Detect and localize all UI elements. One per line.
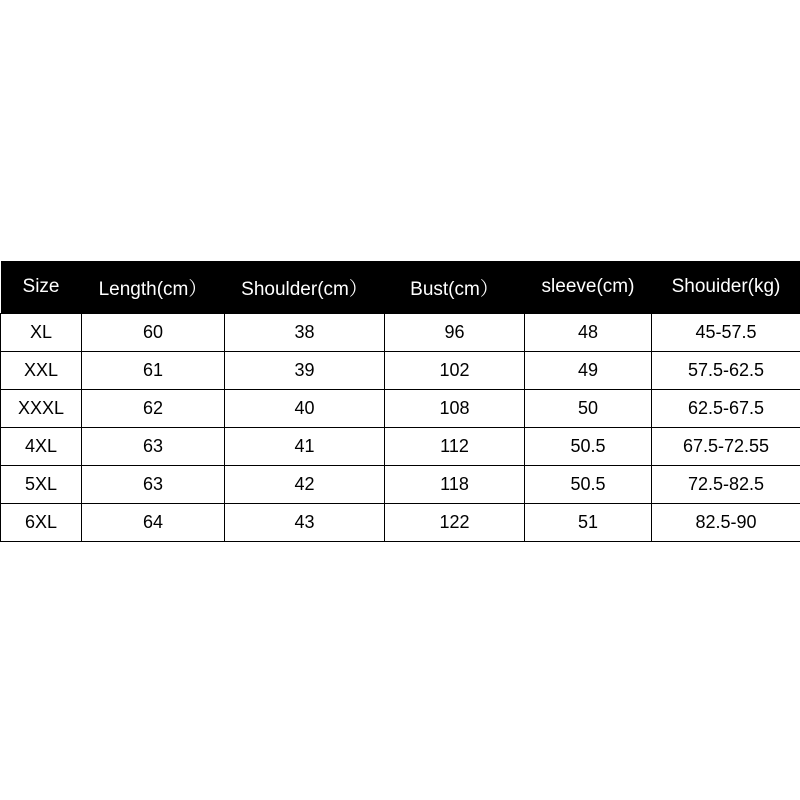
cell-shoulder: 43 xyxy=(225,504,385,542)
table-row xyxy=(1,466,800,504)
cell-sleeve: 50.5 xyxy=(525,466,652,504)
header-sleeve: sleeve(cm) xyxy=(525,261,652,314)
cell-length: 61 xyxy=(82,352,225,390)
header-shoulder: Shoulder(cm） xyxy=(225,261,385,314)
cell-weight: 82.5-90 xyxy=(652,504,800,542)
cell-size: XL xyxy=(1,314,82,352)
cell-shoulder: 38 xyxy=(225,314,385,352)
cell-weight: 67.5-72.55 xyxy=(652,428,800,466)
cell-bust: 122 xyxy=(385,504,525,542)
cell-shoulder: 40 xyxy=(225,390,385,428)
header-row xyxy=(1,261,800,314)
cell-size: XXXL xyxy=(1,390,82,428)
cell-size: 4XL xyxy=(1,428,82,466)
cell-length: 63 xyxy=(82,428,225,466)
cell-size: 6XL xyxy=(1,504,82,542)
cell-bust: 118 xyxy=(385,466,525,504)
cell-bust: 96 xyxy=(385,314,525,352)
table-row xyxy=(1,390,800,428)
cell-weight: 72.5-82.5 xyxy=(652,466,800,504)
size-chart-table xyxy=(0,261,800,542)
cell-size: 5XL xyxy=(1,466,82,504)
table-row xyxy=(1,314,800,352)
header-bust: Bust(cm） xyxy=(385,261,525,314)
cell-length: 62 xyxy=(82,390,225,428)
cell-shoulder: 39 xyxy=(225,352,385,390)
cell-size: XXL xyxy=(1,352,82,390)
cell-bust: 112 xyxy=(385,428,525,466)
table-row xyxy=(1,504,800,542)
table-row xyxy=(1,428,800,466)
cell-sleeve: 51 xyxy=(525,504,652,542)
header-length: Length(cm） xyxy=(82,261,225,314)
cell-bust: 102 xyxy=(385,352,525,390)
cell-length: 63 xyxy=(82,466,225,504)
cell-shoulder: 41 xyxy=(225,428,385,466)
cell-sleeve: 50 xyxy=(525,390,652,428)
header-weight: Shouider(kg) xyxy=(652,261,800,314)
cell-length: 60 xyxy=(82,314,225,352)
cell-weight: 45-57.5 xyxy=(652,314,800,352)
cell-weight: 62.5-67.5 xyxy=(652,390,800,428)
cell-bust: 108 xyxy=(385,390,525,428)
cell-shoulder: 42 xyxy=(225,466,385,504)
cell-sleeve: 50.5 xyxy=(525,428,652,466)
table-row xyxy=(1,352,800,390)
cell-sleeve: 49 xyxy=(525,352,652,390)
cell-weight: 57.5-62.5 xyxy=(652,352,800,390)
header-size: Size xyxy=(1,261,82,314)
cell-sleeve: 48 xyxy=(525,314,652,352)
cell-length: 64 xyxy=(82,504,225,542)
